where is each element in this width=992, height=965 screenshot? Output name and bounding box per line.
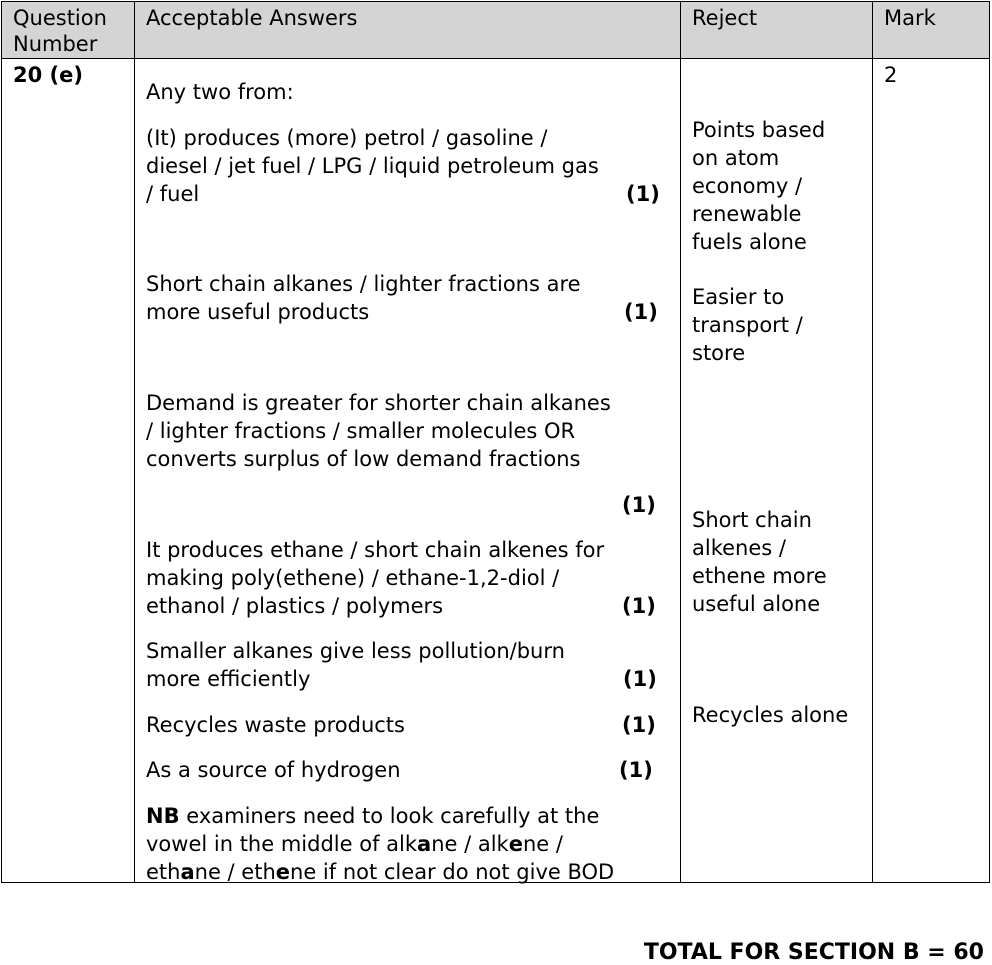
answer-line: It produces ethane / short chain alkenes for <box>146 538 605 562</box>
answer-item-1 <box>146 124 599 208</box>
nb-emphasis: e <box>275 860 291 884</box>
header-mark: Mark <box>884 6 936 30</box>
column-divider <box>680 2 681 882</box>
header-reject: Reject <box>692 6 758 30</box>
nb-text: ne / alk <box>431 832 509 856</box>
nb-line-3 <box>146 858 614 886</box>
mark-value: 2 <box>884 63 898 87</box>
question-number: 20 (e) <box>13 63 83 87</box>
reject-item-3 <box>692 506 827 618</box>
nb-emphasis: a <box>417 832 432 856</box>
nb-text: ne / <box>522 832 563 856</box>
reject-line: store <box>692 341 746 365</box>
nb-text: eth <box>146 860 181 884</box>
answer-mark-7: (1) <box>619 758 653 782</box>
answer-line: Demand is greater for shorter chain alkanes <box>146 391 611 415</box>
reject-line: Short chain <box>692 508 812 532</box>
answer-line: Smaller alkanes give less pollution/burn <box>146 639 565 663</box>
answer-line: diesel / jet fuel / LPG / liquid petroleum gas <box>146 154 599 178</box>
nb-line-2 <box>146 830 614 858</box>
reject-line: Recycles alone <box>692 703 849 727</box>
nb-line-1 <box>146 802 614 830</box>
nb-text: ne / eth <box>194 860 276 884</box>
answer-item-6 <box>146 711 405 739</box>
answer-mark-6: (1) <box>622 713 656 737</box>
nb-text: vowel in the middle of alk <box>146 832 418 856</box>
answer-line: Recycles waste products <box>146 713 405 737</box>
answer-line: / fuel <box>146 182 200 206</box>
nb-emphasis: e <box>508 832 523 856</box>
answer-line: As a source of hydrogen <box>146 758 401 782</box>
reject-line: Points based <box>692 118 826 142</box>
nb-text: ne if not clear do not give BOD <box>290 860 615 884</box>
nb-note <box>146 802 614 886</box>
answer-item-3 <box>146 389 611 473</box>
reject-line: economy / <box>692 174 803 198</box>
answer-item-4 <box>146 536 604 620</box>
answer-line: (It) produces (more) petrol / gasoline / <box>146 126 548 150</box>
section-total: TOTAL FOR SECTION B = 60 <box>643 940 984 965</box>
answer-mark-5: (1) <box>623 667 657 691</box>
nb-text: examiners need to look carefully at the <box>179 804 600 828</box>
column-divider <box>134 2 135 882</box>
reject-line: transport / <box>692 313 803 337</box>
reject-line: useful alone <box>692 592 821 616</box>
reject-line: renewable <box>692 202 802 226</box>
answers-intro: Any two from: <box>146 80 294 104</box>
answer-line: Short chain alkanes / lighter fractions are <box>146 272 581 296</box>
reject-line: ethene more <box>692 564 827 588</box>
answer-item-5 <box>146 637 565 693</box>
answer-line: making poly(ethene) / ethane-1,2-diol / <box>146 566 560 590</box>
answer-line: converts surplus of low demand fractions <box>146 447 581 471</box>
reject-line: on atom <box>692 146 780 170</box>
answer-mark-2: (1) <box>624 300 658 324</box>
answer-line: more useful products <box>146 300 370 324</box>
answer-line: ethanol / plastics / polymers <box>146 594 444 618</box>
answer-mark-1: (1) <box>626 182 660 206</box>
answer-line: / lighter fractions / smaller molecules OR <box>146 419 576 443</box>
reject-line: alkenes / <box>692 536 786 560</box>
nb-emphasis: a <box>180 860 195 884</box>
nb-label: NB <box>146 804 180 828</box>
reject-item-2 <box>692 283 803 367</box>
answer-line: more efficiently <box>146 667 311 691</box>
header-acceptable-answers: Acceptable Answers <box>146 6 358 30</box>
reject-line: Easier to <box>692 285 785 309</box>
reject-item-4 <box>692 701 848 729</box>
answer-mark-4: (1) <box>622 594 656 618</box>
answer-item-2 <box>146 270 581 326</box>
answer-mark-3: (1) <box>622 493 656 517</box>
reject-item-1 <box>692 116 825 256</box>
answer-item-7 <box>146 756 401 784</box>
column-divider <box>872 2 873 882</box>
reject-line: fuels alone <box>692 230 807 254</box>
header-question-number: Question Number <box>13 6 107 56</box>
markscheme-table <box>1 1 990 883</box>
